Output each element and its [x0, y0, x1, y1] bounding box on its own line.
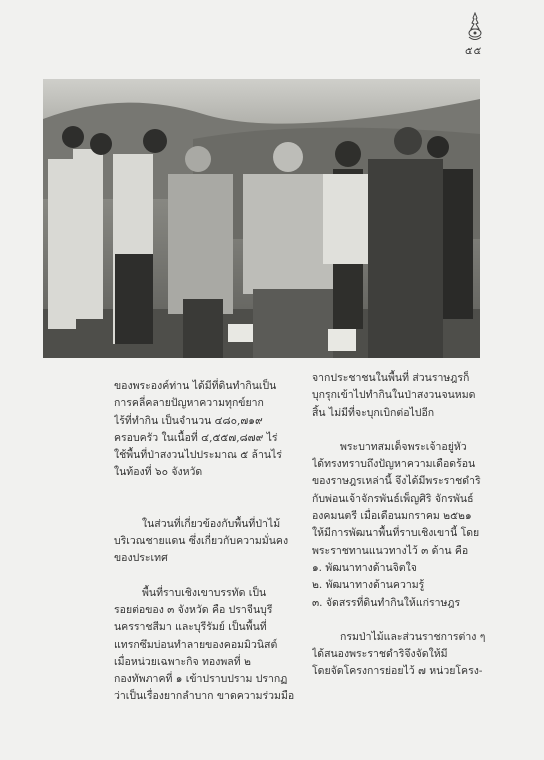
text-line: พระบาทสมเด็จพระเจ้าอยู่หัว: [340, 440, 467, 453]
text-line: รอยต่อของ ๓ จังหวัด คือ ปราจีนบุรี: [114, 603, 273, 616]
text-line: กองทัพภาคที่ ๑ เข้าปราบปราม ปรากฏ: [114, 673, 288, 686]
text-line: ครอบครัว ในเนื้อที่ ๔,๕๕๗,๘๗๙ ไร่: [114, 431, 278, 444]
text-line: ของพระองค์ท่าน ได้มีที่ดินทำกินเป็น: [114, 380, 277, 392]
page-number: ๕๕: [465, 46, 483, 57]
text-line: แทรกซึมบ่อนทำลายของคอมมิวนิสต์: [114, 638, 278, 651]
text-line: บุกรุกเข้าไปทำกินในป่าสงวนจนหมด: [312, 389, 476, 402]
left-paragraph-3: [114, 585, 302, 706]
text-line: การคลี่คลายปัญหาความทุกข์ยาก: [114, 397, 264, 410]
text-line: ได้ทรงทราบถึงปัญหาความเดือดร้อน: [312, 458, 476, 471]
development-list: [312, 560, 492, 612]
list-item: ๑. พัฒนาทางด้านจิตใจ: [312, 561, 417, 574]
text-line: ให้มีการพัฒนาพื้นที่ราบเชิงเขานี้ โดย: [312, 527, 480, 540]
right-text-column: [312, 370, 492, 681]
text-line: กรมป่าไม้และส่วนราชการต่าง ๆ: [340, 630, 486, 643]
text-line: ได้สนองพระราชดำริจึงจัดให้มี: [312, 648, 448, 661]
right-paragraph-3: [312, 629, 492, 681]
text-line: เมื่อหน่วยเฉพาะกิจ ทองพลที่ ๒: [114, 655, 251, 668]
photograph: [43, 79, 480, 358]
text-line: ว่าเป็นเรื่องยากลำบาก ขาดความร่วมมือ: [114, 690, 295, 703]
left-paragraph-2: [114, 516, 302, 568]
text-line: ในส่วนที่เกี่ยวข้องกับพื้นที่ป่าไม้: [142, 517, 281, 530]
left-text-column: [114, 378, 302, 706]
text-line: จากประชาชนในพื้นที่ ส่วนราษฎรก็: [312, 372, 470, 384]
text-line: ของราษฎรเหล่านี้ จึงได้มีพระราชดำริ: [312, 475, 481, 488]
text-line: สิ้น ไม่มีที่จะบุกเบิกต่อไปอีก: [312, 406, 435, 419]
text-line: ในท้องที่ ๖๐ จังหวัด: [114, 466, 203, 479]
text-line: โดยจัดโครงการย่อยไว้ ๗ หน่วยโครง-: [312, 665, 483, 678]
royal-emblem-icon: [466, 12, 484, 42]
text-line: นครราชสีมา และบุรีรัมย์ เป็นพื้นที่: [114, 621, 267, 634]
text-line: พระราชทานแนวทางไว้ ๓ ด้าน คือ: [312, 544, 469, 557]
right-paragraph-1: [312, 370, 492, 422]
right-paragraph-2: [312, 439, 492, 560]
text-line: บริเวณชายแดน ซึ่งเกี่ยวกับความมั่นคง: [114, 535, 289, 548]
text-line: ของประเทศ: [114, 552, 168, 565]
text-line: องคมนตรี เมื่อเดือนมกราคม ๒๕๒๑: [312, 510, 472, 523]
list-item: ๓. จัดสรรที่ดินทำกินให้แก่ราษฎร: [312, 596, 461, 609]
text-line: ไร้ที่ทำกิน เป็นจำนวน ๔๘๐,๗๑๙: [114, 414, 263, 427]
left-paragraph-1: [114, 378, 302, 482]
text-line: กับพ่อนเจ้าจักรพันธ์เพ็ญศิริ จักรพันธ์: [312, 492, 474, 505]
list-item: ๒. พัฒนาทางด้านความรู้: [312, 579, 425, 592]
text-line: พื้นที่ราบเชิงเขาบรรทัด เป็น: [142, 586, 267, 599]
text-line: ใช้พื้นที่ป่าสงวนไปประมาณ ๕ ล้านไร่: [114, 449, 282, 462]
